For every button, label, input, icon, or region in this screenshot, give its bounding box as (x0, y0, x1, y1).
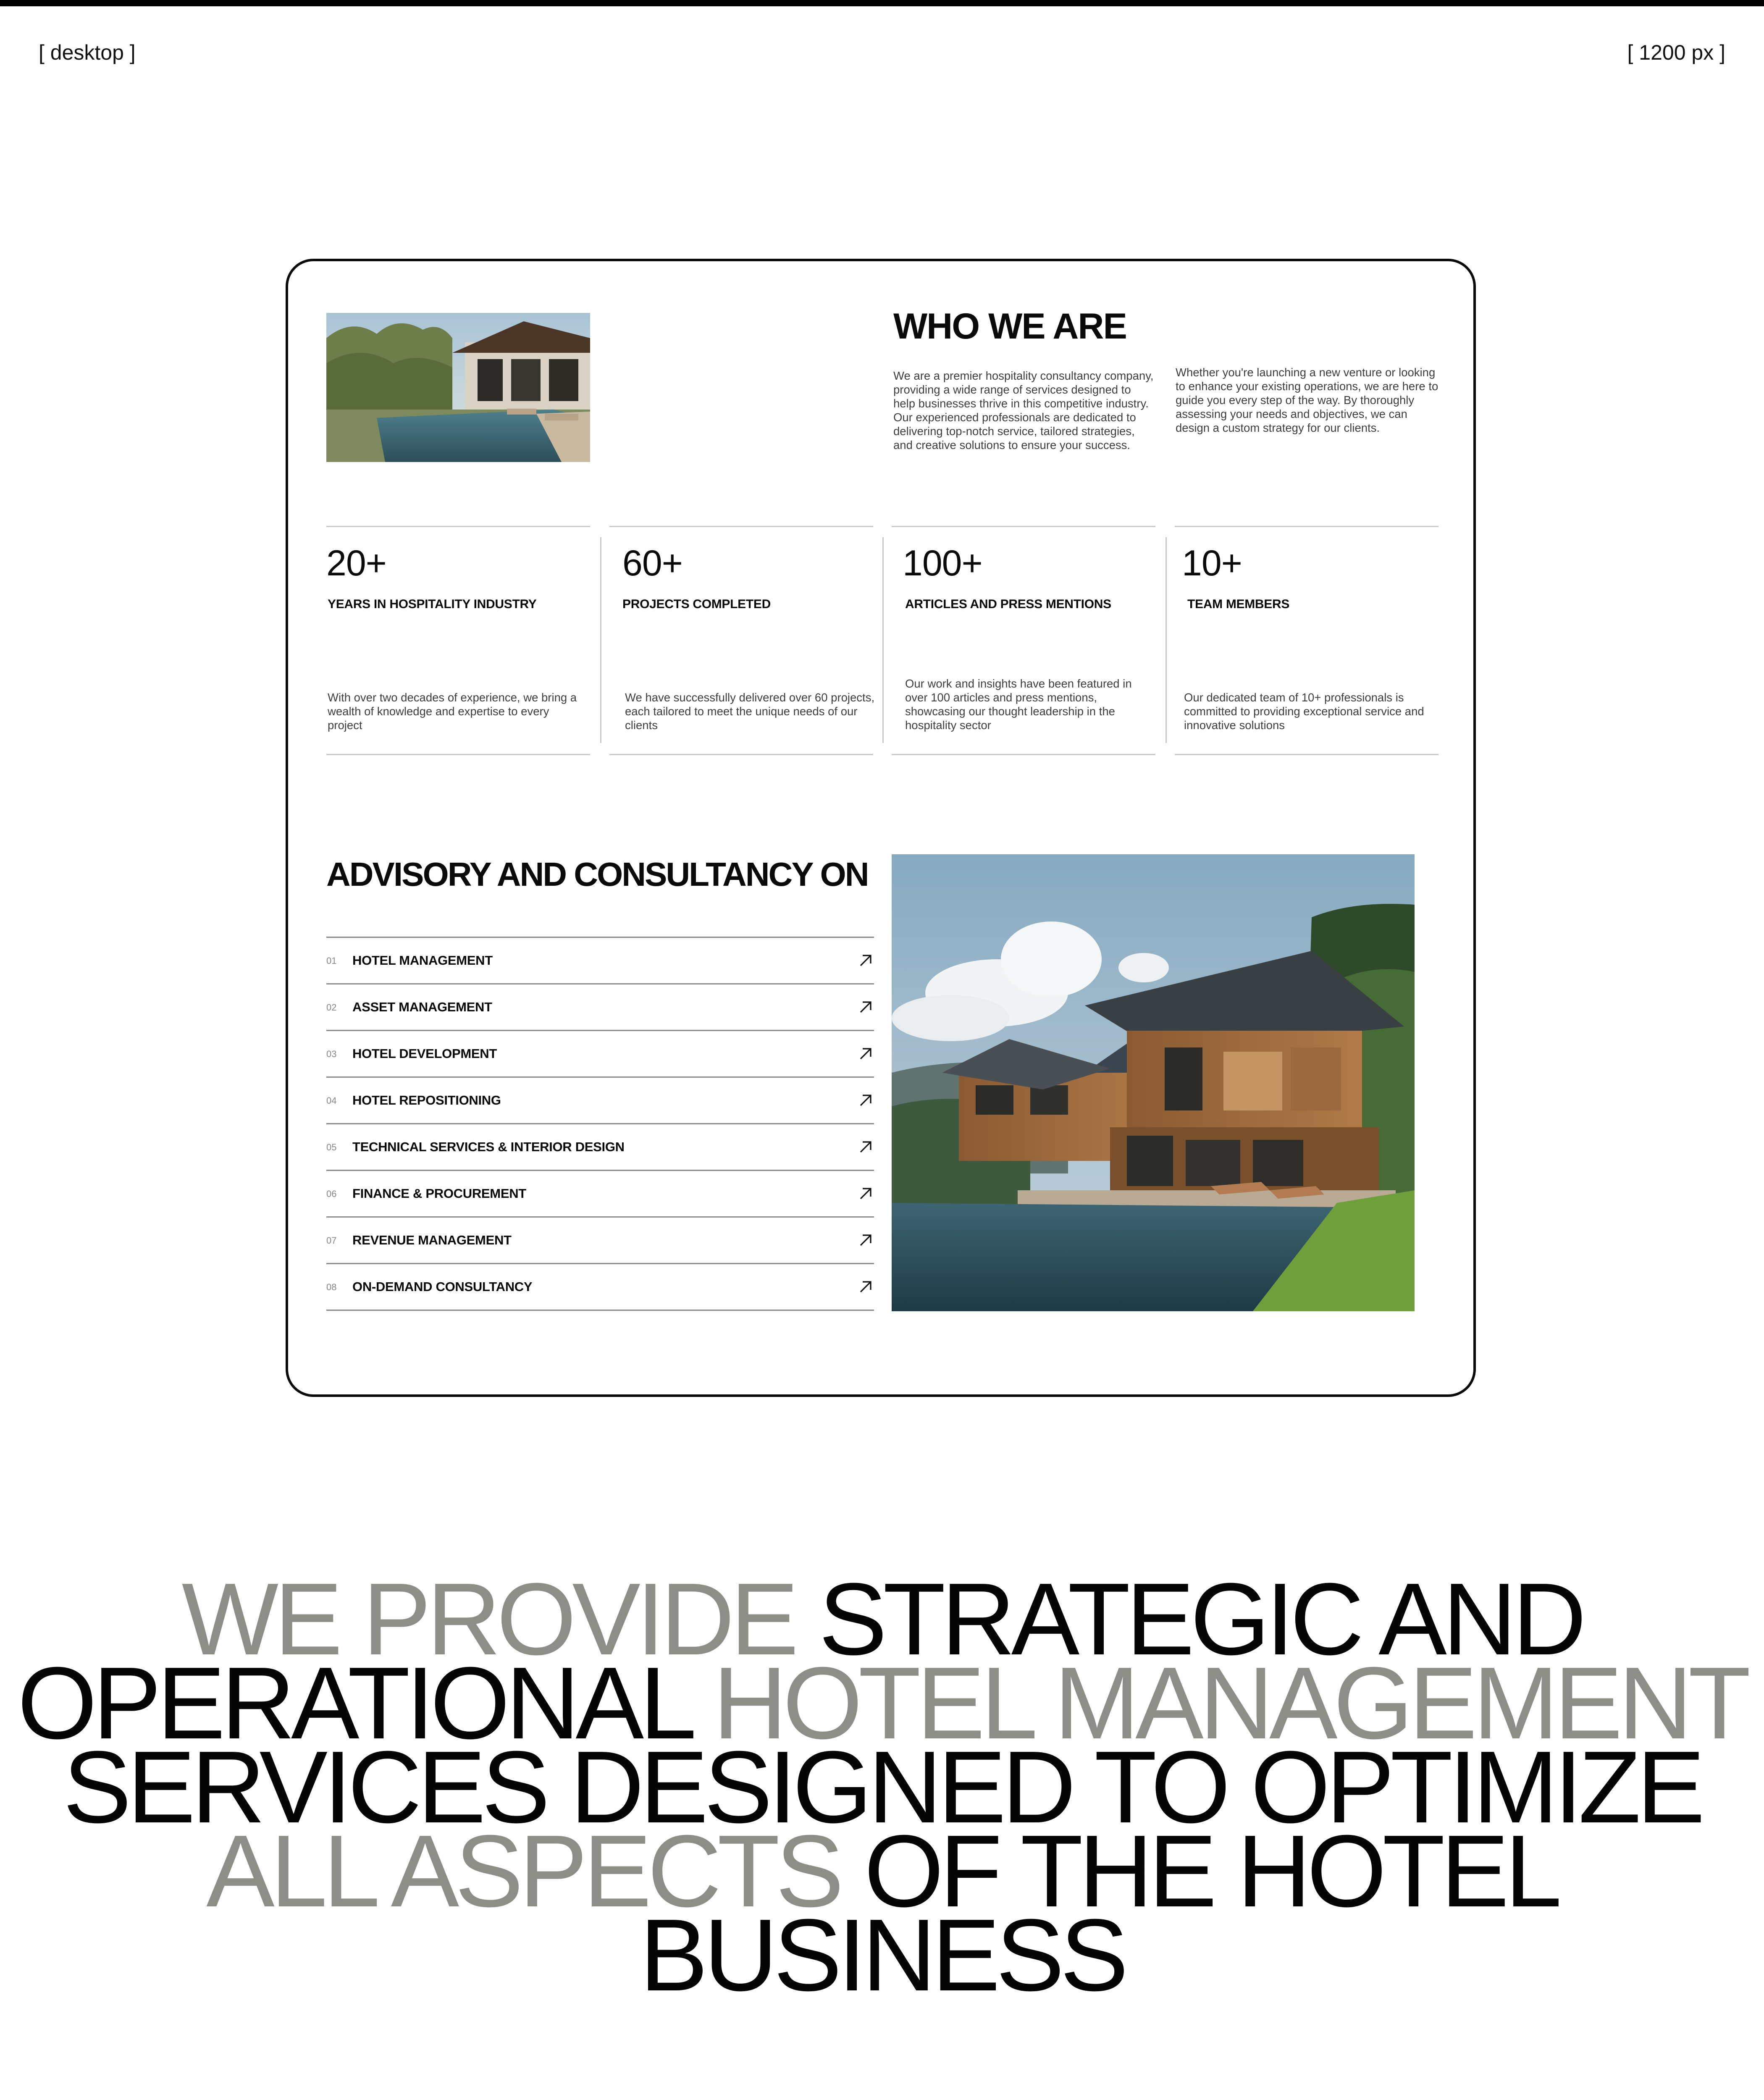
service-label: HOTEL DEVELOPMENT (352, 1046, 497, 1061)
service-number: 05 (326, 1142, 337, 1152)
headline-muted-text: WE PROVIDE (181, 1562, 795, 1676)
desktop-preview-card (286, 259, 1476, 1397)
stat-description: Our dedicated team of 10+ professionals is committed to providing exceptional service and innovative solutions (1184, 691, 1424, 732)
divider (609, 526, 873, 527)
divider (600, 537, 601, 743)
headline-dark-text: OF THE HOTEL (864, 1814, 1558, 1928)
about-paragraph-1: We are a premier hospitality consultancy company, providing a wide range of services designed to help businesses thrive in this competitive industry. Our experienced professionals are dedicated to delivering top-notch service, tailored strategies, and creative solutions to ensure your success. (893, 369, 1154, 452)
service-label: REVENUE MANAGEMENT (352, 1233, 512, 1247)
divider (1175, 526, 1438, 527)
stat-label: TEAM MEMBERS (1187, 597, 1290, 611)
stat-label: YEARS IN HOSPITALITY INDUSTRY (328, 597, 537, 611)
service-label: ON-DEMAND CONSULTANCY (352, 1279, 533, 1294)
villa-pool-photo (326, 313, 590, 462)
headline-muted-text: ALL ASPECTS (206, 1814, 840, 1928)
service-number: 08 (326, 1282, 337, 1292)
service-item-technical-services[interactable] (326, 1124, 874, 1171)
service-number: 01 (326, 956, 337, 966)
service-label: ASSET MANAGEMENT (352, 1000, 492, 1014)
top-bar (0, 0, 1764, 6)
service-item-on-demand-consultancy[interactable] (326, 1264, 874, 1311)
stat-value: 10+ (1182, 543, 1242, 583)
advisory-title: ADVISORY AND CONSULTANCY ON (326, 856, 868, 893)
service-item-finance-procurement[interactable] (326, 1171, 874, 1218)
divider (892, 526, 1155, 527)
arrow-up-right-icon[interactable] (857, 952, 874, 969)
service-label: HOTEL REPOSITIONING (352, 1093, 501, 1108)
arrow-up-right-icon[interactable] (857, 1139, 874, 1155)
headline-dark-text: OPERATIONAL (17, 1646, 689, 1760)
arrow-up-right-icon[interactable] (857, 1278, 874, 1295)
stat-value: 20+ (326, 543, 386, 583)
headline-muted-text: HOTEL MANAGEMENT (713, 1646, 1747, 1760)
service-label: TECHNICAL SERVICES & INTERIOR DESIGN (352, 1139, 625, 1154)
hero-headline (0, 1562, 1764, 2012)
who-we-are-title: WHO WE ARE (893, 306, 1126, 346)
stat-label: ARTICLES AND PRESS MENTIONS (905, 597, 1111, 611)
service-item-hotel-repositioning[interactable] (326, 1078, 874, 1124)
stat-label: PROJECTS COMPLETED (622, 597, 771, 611)
stat-value: 100+ (903, 543, 982, 583)
service-label: FINANCE & PROCUREMENT (352, 1186, 526, 1201)
about-paragraph-2: Whether you're launching a new venture or looking to enhance your existing operations, we are here to guide you every step of the way. By thoroughly assessing your needs and objectives, we can design a custom strategy for our clients. (1176, 366, 1438, 434)
headline-dark-text: BUSINESS (640, 1898, 1124, 2012)
arrow-up-right-icon[interactable] (857, 1092, 874, 1109)
stat-description: Our work and insights have been featured in over 100 articles and press mentions, showcasing our thought leadership in the hospitality sector (905, 677, 1132, 732)
service-item-revenue-management[interactable] (326, 1218, 874, 1264)
divider (1175, 754, 1438, 755)
divider (1166, 537, 1167, 743)
stat-description: We have successfully delivered over 60 projects, each tailored to meet the unique needs of our clients (625, 691, 875, 732)
divider (892, 754, 1155, 755)
hillside-villa-photo (892, 854, 1415, 1311)
viewport-label-right: [ 1200 px ] (1627, 41, 1725, 64)
service-number: 02 (326, 1002, 337, 1013)
service-number: 07 (326, 1235, 337, 1246)
stat-description: With over two decades of experience, we bring a wealth of knowledge and expertise to every project (328, 691, 577, 732)
arrow-up-right-icon[interactable] (857, 1232, 874, 1249)
arrow-up-right-icon[interactable] (857, 999, 874, 1016)
service-number: 04 (326, 1095, 337, 1106)
service-item-hotel-development[interactable] (326, 1031, 874, 1078)
service-number: 03 (326, 1049, 337, 1059)
divider (326, 754, 590, 755)
service-label: HOTEL MANAGEMENT (352, 953, 493, 968)
divider (609, 754, 873, 755)
arrow-up-right-icon[interactable] (857, 1185, 874, 1202)
divider (882, 537, 884, 743)
headline-dark-text: STRATEGIC AND (819, 1562, 1583, 1676)
service-number: 06 (326, 1189, 337, 1199)
service-item-asset-management[interactable] (326, 984, 874, 1031)
service-item-hotel-management[interactable] (326, 938, 874, 984)
divider (326, 526, 590, 527)
stat-value: 60+ (622, 543, 682, 583)
viewport-label-left: [ desktop ] (39, 41, 136, 64)
arrow-up-right-icon[interactable] (857, 1045, 874, 1062)
headline-dark-text: SERVICES DESIGNED TO OPTIMIZE (63, 1730, 1701, 1844)
